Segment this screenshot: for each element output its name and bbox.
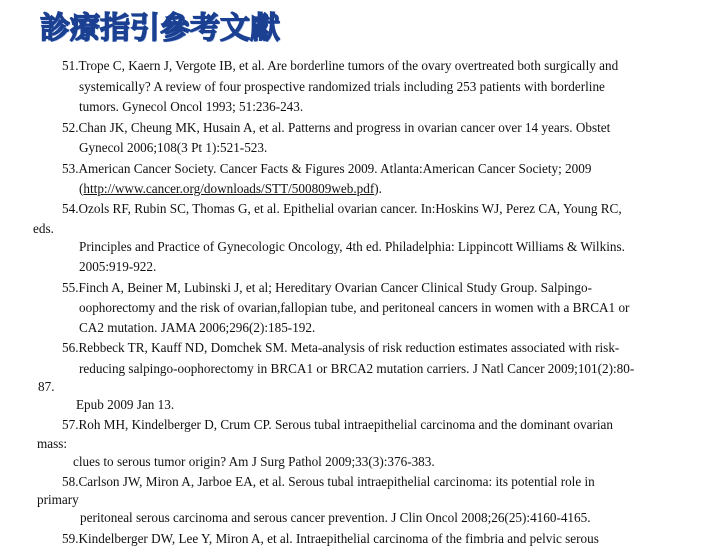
reference-52-line-1: 52.Chan JK, Cheung MK, Husain A, et al. Patterns and progress in ovarian cancer over 14 years. Obstet [62, 120, 611, 135]
reference-58-line-3: peritoneal serous carcinoma and serous cancer prevention. J Clin Oncol 2008;26(25):4160-4165. [80, 510, 591, 525]
reference-53-line-2 [79, 180, 382, 198]
reference-55-line-1: 55.Finch A, Beiner M, Lubinski J, et al; Hereditary Ovarian Cancer Clinical Study Group. Salpingo- [62, 280, 592, 295]
paren-close: ). [374, 181, 382, 196]
reference-56-line-3: 87. [38, 379, 55, 394]
reference-54-line-1: 54.Ozols RF, Rubin SC, Thomas G, et al. Epithelial ovarian cancer. In:Hoskins WJ, Perez CA, Young RC, [62, 201, 622, 216]
reference-58-line-2: primary [37, 492, 79, 507]
reference-52-line-2: Gynecol 2006;108(3 Pt 1):521-523. [79, 140, 268, 155]
reference-58-line-1: 58.Carlson JW, Miron A, Jarboe EA, et al. Serous tubal intraepithelial carcinoma: its potential role in [62, 474, 595, 489]
reference-55-line-3: CA2 mutation. JAMA 2006;296(2):185-192. [79, 320, 316, 335]
reference-56-line-4: Epub 2009 Jan 13. [76, 397, 175, 412]
reference-51-line-1: 51.Trope C, Kaern J, Vergote IB, et al. Are borderline tumors of the ovary overtreated both surgically and [62, 58, 619, 73]
reference-53-line-1: 53.American Cancer Society. Cancer Facts & Figures 2009. Atlanta:American Cancer Society; 2009 [62, 161, 592, 176]
reference-54-line-3: Principles and Practice of Gynecologic Oncology, 4th ed. Philadelphia: Lippincott Williams & Wilkins. [79, 239, 625, 254]
reference-56-line-1: 56.Rebbeck TR, Kauff ND, Domchek SM. Meta-analysis of risk reduction estimates associated with risk- [62, 340, 620, 355]
reference-54-line-4: 2005:919-922. [79, 259, 157, 274]
reference-57-line-2: mass: [37, 436, 68, 451]
reference-57-line-1: 57.Roh MH, Kindelberger D, Crum CP. Serous tubal intraepithelial carcinoma and the dominant ovarian [62, 417, 613, 432]
reference-54-line-2: eds. [33, 221, 54, 236]
page-title: 診療指引參考文獻 [40, 11, 280, 46]
reference-53-link[interactable]: http://www.cancer.org/downloads/STT/500809web.pdf [83, 181, 375, 196]
reference-59-line-1: 59.Kindelberger DW, Lee Y, Miron A, et al. Intraepithelial carcinoma of the fimbria and pelvic serous [62, 531, 599, 546]
reference-57-line-3: clues to serous tumor origin? Am J Surg Pathol 2009;33(3):376-383. [73, 454, 435, 469]
reference-51-line-3: tumors. Gynecol Oncol 1993; 51:236-243. [79, 99, 304, 114]
reference-51-line-2: systemically? A review of four prospective randomized trials including 253 patients with borderline [79, 79, 605, 94]
reference-56-line-2: reducing salpingo-oophorectomy in BRCA1 or BRCA2 mutation carriers. J Natl Cancer 2009;101(2):80- [79, 361, 635, 376]
paren-open: ( [79, 181, 84, 196]
reference-55-line-2: oophorectomy and the risk of ovarian,fallopian tube, and peritoneal cancers in women with a BRCA1 or [79, 300, 630, 315]
